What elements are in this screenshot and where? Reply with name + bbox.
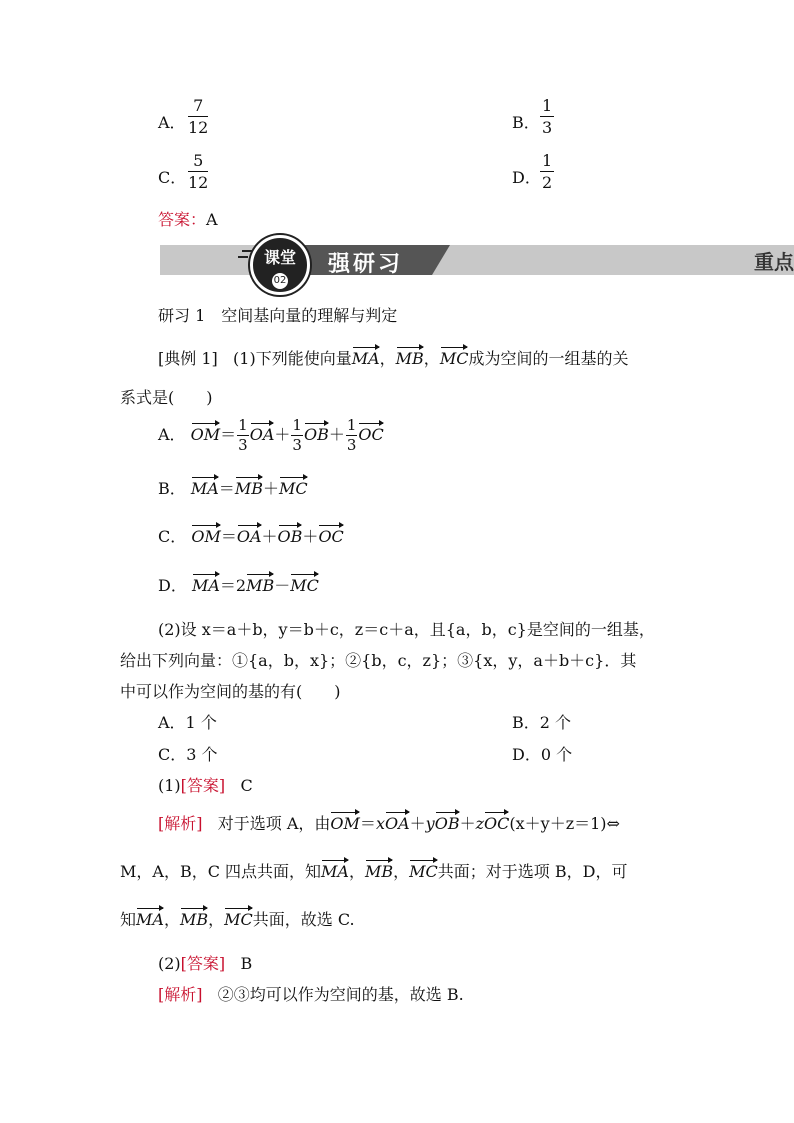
- analysis-1-text: 知: [120, 910, 137, 929]
- plus: ＋: [261, 527, 278, 546]
- vector-ob: OB: [435, 808, 460, 833]
- part2-line-3: 中可以作为空间的基的有( ): [120, 682, 341, 701]
- analysis-1-text: M，A，B，C 四点共面，知: [120, 862, 322, 881]
- option-b-numerator: 1: [542, 96, 553, 115]
- fraction-one-third: [346, 418, 358, 453]
- option-b-label: B．: [512, 113, 540, 132]
- option-d-fraction: [540, 153, 554, 191]
- part1-suffix: 成为空间的一组基的关: [468, 349, 629, 368]
- vector-ob: OB: [278, 521, 303, 546]
- equals: ＝: [359, 814, 376, 833]
- equals: ＝: [219, 576, 236, 595]
- vector-ma: MA: [352, 343, 380, 368]
- vector-oc: OC: [484, 808, 509, 833]
- option-d-numerator: 1: [542, 151, 553, 170]
- plus: ＋: [409, 814, 426, 833]
- vector-mc: MC: [290, 570, 319, 595]
- coef-x: x: [375, 814, 385, 833]
- analysis-1-line-1: [158, 808, 620, 834]
- vector-oc: OC: [358, 419, 383, 444]
- option-b-denominator: 3: [542, 118, 553, 137]
- numerator: 1: [238, 416, 248, 434]
- vector-mc: MC: [224, 904, 253, 929]
- vector-mc: MC: [279, 473, 308, 498]
- answer-1-prefix: (1): [158, 776, 181, 795]
- coefficient: 2: [235, 576, 247, 595]
- vector-oa: OA: [250, 419, 275, 444]
- classroom-badge: [250, 235, 310, 295]
- equals: ＝: [218, 479, 235, 498]
- denominator: 3: [346, 436, 357, 454]
- option-c-denominator: 12: [188, 173, 209, 192]
- banner-dash-decoration: [238, 256, 248, 258]
- part2-option-d: D．0 个: [512, 745, 573, 764]
- denominator: 3: [292, 436, 302, 454]
- vector-mc: MC: [440, 343, 469, 368]
- fraction-one-third: [291, 418, 303, 453]
- comma: ，: [208, 910, 225, 929]
- answer-1-label: [答案]: [180, 776, 226, 795]
- vector-om: OM: [191, 419, 221, 444]
- top-answer: [158, 207, 218, 230]
- top-answer-label: 答案：: [158, 210, 207, 229]
- part2-option-c: C．3 个: [158, 745, 218, 764]
- answer-2-prefix: (2): [158, 954, 181, 973]
- answer-2: [158, 951, 252, 974]
- analysis-1-condition: (x＋y＋z＝1)⇔: [509, 814, 620, 833]
- option-a-numerator: 7: [188, 98, 208, 117]
- plus: ＋: [274, 425, 291, 444]
- vector-mb: MB: [180, 904, 208, 929]
- option-label: A．: [158, 425, 186, 444]
- vector-om: OM: [191, 521, 221, 546]
- comma: ，: [393, 862, 410, 881]
- top-answer-value: A: [206, 210, 218, 229]
- numerator: 1: [292, 416, 302, 434]
- option-label: B．: [158, 479, 186, 498]
- plus: ＋: [262, 479, 279, 498]
- example-1-line-2: 系式是( ): [120, 388, 213, 407]
- analysis-2-text: ②③均可以作为空间的基，故选 B.: [217, 985, 464, 1004]
- option-a-fraction: [188, 98, 208, 136]
- answer-1-value: C: [240, 776, 253, 795]
- analysis-1-line-2: [120, 856, 627, 882]
- option-c-numerator: 5: [188, 153, 208, 172]
- analysis-1-text: 共面；对于选项 B，D，可: [437, 862, 628, 881]
- analysis-1-text: 共面，故选 C.: [252, 910, 355, 929]
- banner-right-text: 重点: [754, 250, 794, 274]
- answer-2-label: [答案]: [180, 954, 226, 973]
- banner-title: 强研习: [328, 252, 404, 277]
- vector-ma: MA: [321, 856, 349, 881]
- vector-mb: MB: [365, 856, 393, 881]
- part2-line-2: 给出下列向量：①{a，b，x}；②{b，c，z}；③{x，y，a＋b＋c}．其: [120, 651, 637, 670]
- example-option-b: [158, 473, 308, 499]
- answer-2-value: B: [240, 954, 253, 973]
- comma: ，: [163, 910, 180, 929]
- option-a-denominator: 12: [188, 118, 209, 137]
- badge-number: 02: [272, 273, 288, 289]
- vector-mb: MB: [246, 570, 274, 595]
- vector-mb: MB: [396, 343, 424, 368]
- numerator: 1: [346, 416, 357, 434]
- vector-mb: MB: [235, 473, 263, 498]
- vector-oa: OA: [237, 521, 262, 546]
- option-c-fraction: [188, 153, 208, 191]
- vector-mc: MC: [409, 856, 438, 881]
- denominator: 3: [238, 436, 248, 454]
- vector-oa: OA: [385, 808, 410, 833]
- comma: ，: [348, 862, 365, 881]
- comma: ，: [379, 349, 396, 368]
- badge-title: 课堂: [263, 248, 296, 267]
- option-d-label: D．: [512, 168, 541, 187]
- option-b-fraction: [540, 98, 554, 136]
- vector-oc: OC: [318, 521, 343, 546]
- analysis-1-text: 对于选项 A，由: [217, 814, 331, 833]
- option-label: C．: [158, 527, 187, 546]
- plus: ＋: [302, 527, 319, 546]
- analysis-1-line-3: [120, 904, 355, 930]
- part1-prefix: (1)下列能使向量: [233, 349, 352, 368]
- part2-option-a: A．1 个: [158, 713, 217, 732]
- plus: ＋: [328, 425, 345, 444]
- example-option-a: [158, 418, 384, 453]
- minus: －: [274, 576, 291, 595]
- section-title: 研习 1 空间基向量的理解与判定: [158, 306, 398, 325]
- vector-ma: MA: [191, 473, 219, 498]
- example-option-d: [158, 570, 319, 596]
- option-a-label: A．: [158, 113, 186, 132]
- equals: ＝: [220, 425, 237, 444]
- plus: ＋: [459, 814, 476, 833]
- analysis-1-label: [解析]: [158, 814, 203, 833]
- fraction-one-third: [237, 418, 249, 453]
- example-option-c: [158, 521, 344, 547]
- option-d-denominator: 2: [542, 173, 553, 192]
- part2-line-1: (2)设 x＝a＋b，y＝b＋c，z＝c＋a，且{a，b，c}是空间的一组基，: [158, 620, 655, 639]
- example-1-line-1: [158, 343, 628, 369]
- answer-1: [158, 773, 253, 796]
- part2-option-b: B．2 个: [512, 713, 572, 732]
- example-label: [典例 1]: [158, 349, 218, 368]
- option-label: D．: [158, 576, 187, 595]
- vector-ob: OB: [304, 419, 329, 444]
- coef-z: z: [475, 814, 485, 833]
- analysis-2-label: [解析]: [158, 985, 203, 1004]
- analysis-2: [158, 982, 464, 1005]
- section-banner: [160, 245, 794, 286]
- vector-ma: MA: [192, 570, 220, 595]
- comma: ，: [423, 349, 440, 368]
- option-c-label: C．: [158, 168, 187, 187]
- coef-y: y: [425, 814, 435, 833]
- vector-ma: MA: [136, 904, 164, 929]
- equals: ＝: [220, 527, 237, 546]
- vector-om: OM: [330, 808, 360, 833]
